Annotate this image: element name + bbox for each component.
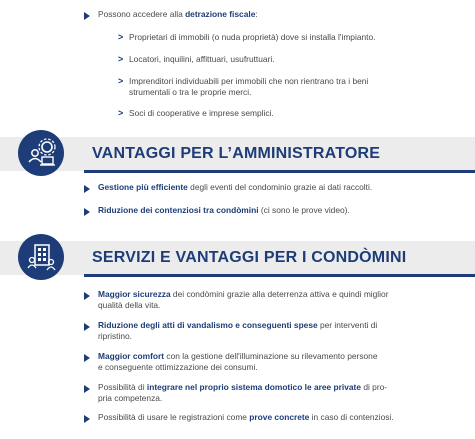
bullet-triangle [84, 323, 90, 331]
bullet-triangle [84, 354, 90, 362]
building-people-icon [18, 234, 64, 280]
chevron-icon: > [118, 76, 124, 86]
section-icon-circle [18, 130, 64, 176]
intro-item: Locatori, inquilini, affittuari, usufruttuari. [129, 54, 275, 64]
section-underline [84, 274, 475, 277]
section2-item: Maggior sicurezza dei condòmini grazie alla deterrenza attiva e quindi miglior [98, 289, 389, 299]
bullet-triangle [84, 185, 90, 193]
section-title: VANTAGGI PER L’AMMINISTRATORE [92, 145, 381, 162]
chevron-icon: > [118, 32, 124, 42]
section2-item-cont: ripristino. [98, 331, 132, 341]
bullet-triangle [84, 385, 90, 393]
chevron-icon: > [118, 108, 124, 118]
intro-item: Soci di cooperative e imprese semplici. [129, 108, 274, 118]
section2-item: Maggior comfort con la gestione dell'illuminazione su rilevamento persone [98, 351, 378, 361]
section1-item: Gestione più efficiente degli eventi del condominio grazie ai dati raccolti. [98, 182, 373, 192]
section2-item-cont: qualità della vita. [98, 300, 161, 310]
section-title: SERVIZI E VANTAGGI PER I CONDÒMINI [92, 249, 407, 266]
admin-gear-icon [18, 130, 64, 176]
bullet-triangle [84, 292, 90, 300]
section2-item: Possibilità di usare le registrazioni come prove concrete in caso di contenziosi. [98, 412, 394, 422]
bullet-triangle [84, 208, 90, 216]
section2-item: Possibilità di integrare nel proprio sistema domotico le aree private di pro- [98, 382, 388, 392]
section1-item: Riduzione dei contenziosi tra condòmini (ci sono le prove video). [98, 205, 350, 215]
section-underline [84, 170, 475, 173]
section2-item-cont: pria competenza. [98, 393, 163, 403]
section2-item-cont: e conseguente ottimizzazione dei consumi. [98, 362, 258, 372]
intro-item: Proprietari di immobili (o nuda proprietà) dove si installa l'impianto. [129, 32, 376, 42]
intro-lead: Possono accedere alla detrazione fiscale: [98, 9, 258, 19]
bullet-triangle [84, 12, 90, 20]
bullet-triangle [84, 415, 90, 423]
section-icon-circle [18, 234, 64, 280]
intro-item: Imprenditori individuabili per immobili che non rientrano tra i beni [129, 76, 369, 86]
chevron-icon: > [118, 54, 124, 64]
intro-item-cont: strumentali o tra le proprie merci. [129, 87, 252, 97]
section2-item: Riduzione degli atti di vandalismo e conseguenti spese per interventi di [98, 320, 378, 330]
